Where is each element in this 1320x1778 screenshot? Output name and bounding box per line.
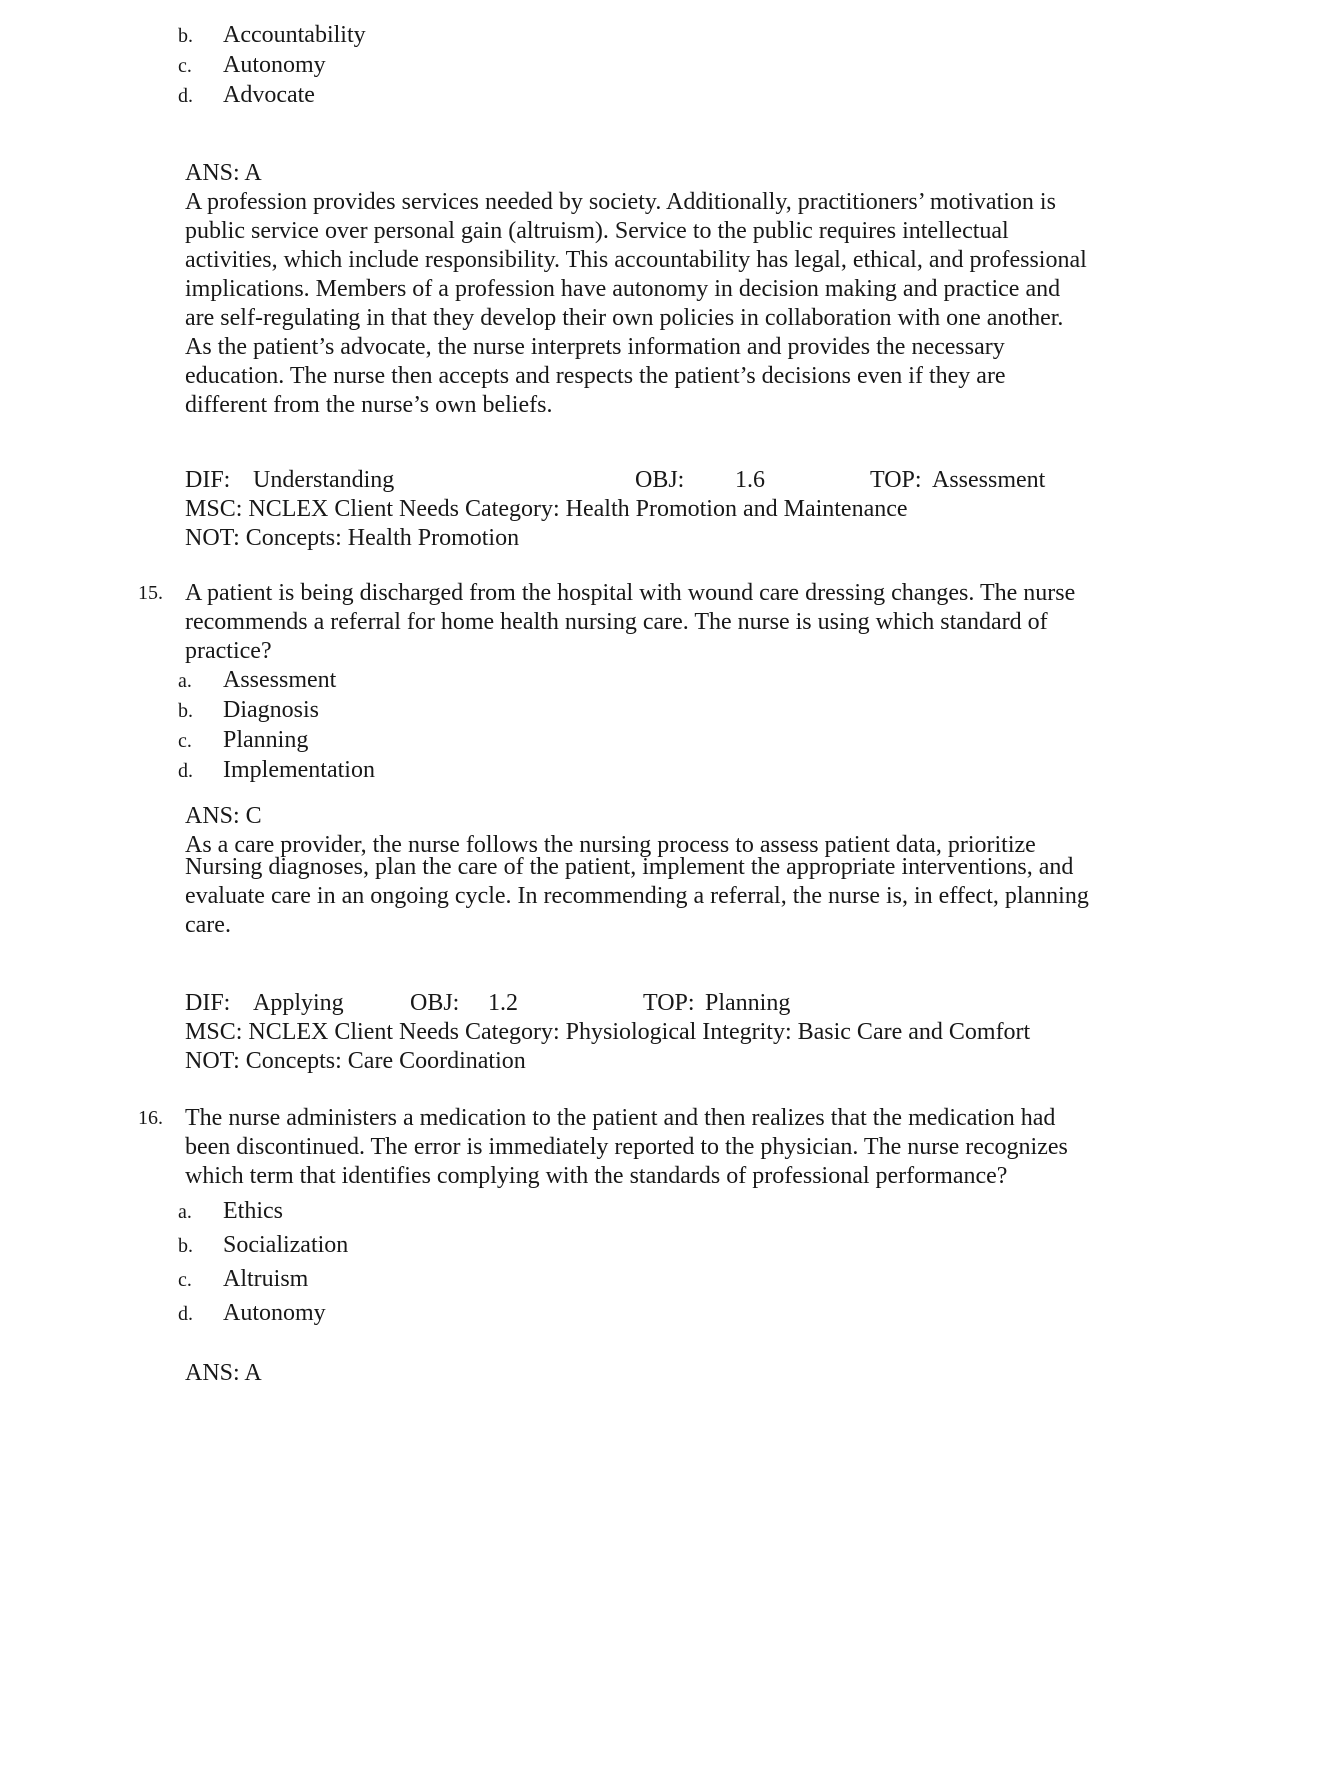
question-number: 16.: [138, 1107, 163, 1129]
difficulty-line: [185, 989, 1320, 1018]
question-text-line: The nurse administers a medication to the patient and then realizes that the medication had: [185, 1105, 1056, 1131]
answer-option: [178, 81, 1320, 111]
question-text-line: been discontinued. The error is immediately reported to the physician. The nurse recognizes: [185, 1134, 1068, 1160]
answer-key-line: ANS: C: [185, 803, 262, 829]
rationale-line: implications. Members of a profession have autonomy in decision making and practice and: [185, 276, 1061, 302]
msc-line: MSC: NCLEX Client Needs Category: Physiological Integrity: Basic Care and Comfort: [185, 1019, 1031, 1045]
option-text: Autonomy: [223, 1300, 326, 1326]
question-16-options: [178, 1195, 1320, 1331]
question-14-block: [178, 21, 1320, 553]
question-text-line: practice?: [185, 638, 272, 664]
option-text: Accountability: [223, 22, 366, 48]
question-text-line: recommends a referral for home health nursing care. The nurse is using which standard of: [185, 609, 1048, 635]
rationale-paragraph: [185, 188, 1320, 420]
top-label: TOP:: [870, 467, 922, 493]
answer-option: [178, 756, 1320, 786]
top-value: Planning: [705, 990, 791, 1016]
question-text-line: which term that identifies complying with the standards of professional performance?: [185, 1163, 1008, 1189]
topic-segment: [870, 466, 1045, 495]
not-line: NOT: Concepts: Care Coordination: [185, 1048, 526, 1074]
top-label: TOP:: [643, 990, 695, 1016]
rationale-paragraph: [185, 831, 1320, 940]
rationale-line: Nursing diagnoses, plan the care of the patient, implement the appropriate interventions, and: [185, 854, 1074, 880]
rationale-line: care.: [185, 912, 231, 938]
question-text-line: A patient is being discharged from the hospital with wound care dressing changes. The nurse: [185, 580, 1076, 606]
option-letter: d.: [178, 760, 193, 782]
obj-label: OBJ:: [410, 990, 460, 1016]
question-14-options: [178, 21, 1320, 111]
obj-label: OBJ:: [635, 467, 685, 493]
answer-option: [178, 726, 1320, 756]
option-text: Autonomy: [223, 52, 326, 78]
dif-label: DIF:: [185, 467, 231, 493]
option-text: Altruism: [223, 1266, 309, 1292]
question-text: [185, 1104, 1320, 1191]
question-number: 15.: [138, 582, 163, 604]
option-letter: c.: [178, 1269, 192, 1291]
option-letter: b.: [178, 25, 193, 47]
answer-option: [178, 1297, 1320, 1331]
msc-line: MSC: NCLEX Client Needs Category: Health Promotion and Maintenance: [185, 496, 908, 522]
not-line: NOT: Concepts: Health Promotion: [185, 525, 520, 551]
option-letter: a.: [178, 1201, 192, 1223]
rationale-line: A profession provides services needed by society. Additionally, practitioners’ motivation is: [185, 189, 1056, 215]
answer-key-line: ANS: A: [185, 1360, 262, 1386]
answer-option: [178, 21, 1320, 51]
difficulty-line: [185, 466, 1320, 495]
question-15-block: [138, 579, 1320, 1076]
answer-option: [178, 51, 1320, 81]
option-letter: d.: [178, 1303, 193, 1325]
option-text: Implementation: [223, 757, 375, 783]
topic-segment: [643, 989, 790, 1018]
option-text: Advocate: [223, 82, 315, 108]
answer-option: [178, 666, 1320, 696]
dif-value: Understanding: [253, 467, 395, 493]
question-text: [185, 579, 1320, 666]
option-letter: b.: [178, 700, 193, 722]
answer-option: [178, 1229, 1320, 1263]
rationale-line: As a care provider, the nurse follows the nursing process to assess patient data, prioritize: [185, 832, 1036, 858]
objective-segment: [410, 989, 518, 1018]
option-text: Ethics: [223, 1198, 283, 1224]
question-16-block: [138, 1104, 1320, 1388]
rationale-line: are self-regulating in that they develop their own policies in collaboration with one another.: [185, 305, 1064, 331]
answer-key-line: ANS: A: [185, 160, 262, 186]
rationale-line: public service over personal gain (altruism). Service to the public requires intellectual: [185, 218, 1009, 244]
rationale-line: As the patient’s advocate, the nurse interprets information and provides the necessary: [185, 334, 1005, 360]
option-letter: c.: [178, 55, 192, 77]
option-letter: a.: [178, 670, 192, 692]
rationale-line: activities, which include responsibility. This accountability has legal, ethical, and professional: [185, 247, 1087, 273]
option-text: Planning: [223, 727, 309, 753]
rationale-line: different from the nurse’s own beliefs.: [185, 392, 553, 418]
option-text: Diagnosis: [223, 697, 319, 723]
answer-option: [178, 1263, 1320, 1297]
rationale-line: education. The nurse then accepts and respects the patient’s decisions even if they are: [185, 363, 1006, 389]
option-text: Socialization: [223, 1232, 349, 1258]
objective-segment: [635, 466, 765, 495]
option-letter: d.: [178, 85, 193, 107]
obj-value: 1.6: [735, 467, 765, 493]
rationale-line: evaluate care in an ongoing cycle. In recommending a referral, the nurse is, in effect, planning: [185, 883, 1089, 909]
obj-value: 1.2: [488, 990, 518, 1016]
option-text: Assessment: [223, 667, 337, 693]
option-letter: b.: [178, 1235, 193, 1257]
answer-option: [178, 696, 1320, 726]
dif-label: DIF:: [185, 990, 231, 1016]
answer-option: [178, 1195, 1320, 1229]
question-15-options: [178, 666, 1320, 786]
option-letter: c.: [178, 730, 192, 752]
top-value: Assessment: [932, 467, 1046, 493]
dif-value: Applying: [253, 990, 344, 1016]
